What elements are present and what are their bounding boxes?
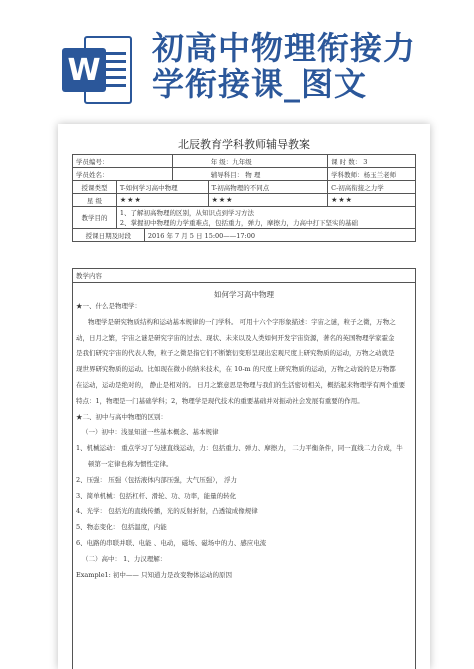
body-line: ★一、什么是物理学： [76, 302, 141, 310]
student-name-cell: 学员姓名： [73, 168, 173, 181]
teaching-goal-line2: 2、掌握初中物理的力学重难点，包括重力，弹力，摩擦力，力高中打下坚实的基础 [119, 219, 359, 227]
body-line: 动，日月之繁，宇宙之谜是研究宇宙的过去、现状、未来以及人类如何开发宇宙资源，著名的英国物理学家霍金 [76, 333, 395, 342]
table-row [73, 155, 416, 168]
star-rating-1: ★★★ [116, 194, 208, 207]
body-line: Example1: 初中—— 只知道力是改变物体运动的原因 [76, 570, 232, 579]
teaching-content-box [72, 268, 416, 669]
table-row [73, 207, 416, 229]
table-row [73, 168, 416, 181]
table-row [73, 181, 416, 194]
lesson-type-label: 授课类型 [73, 181, 117, 194]
teaching-goal-line1: 1、了解初高物理的区别，从知识点到学习方法 [119, 209, 255, 217]
body-line: 现世界研究物质的运动。比如现在微小的纳米技术，在 10-m 的尺度上研究物质的运动，万物之动说的是万物都 [76, 365, 396, 374]
banner-title [152, 30, 462, 102]
body-line: 物理学是研究物质结构和运动基本规律的一门学科。 可用十六个字形象描述：宇宙之谜，粒子之微，万物之 [88, 317, 396, 326]
teaching-content-label: 教学内容 [76, 272, 102, 280]
document-title: 北辰教育学科教师辅导教案 [178, 138, 310, 151]
lesson-title: 如何学习高中物理 [214, 290, 274, 299]
body-line: 是我们研究宇宙的代表人物，粒子之微是指它们不断繁衍变形呈现出宏观尺度上研究物质的运动，万物之动就是 [76, 349, 395, 358]
document-page [58, 124, 430, 669]
student-no-cell: 学员编号： [73, 155, 173, 168]
lesson-type-2: T-初高物理的不同点 [208, 181, 327, 194]
lesson-type-1: T-如何学习高中物理 [116, 181, 208, 194]
sessions-cell: 课 时 数： 3 [328, 155, 416, 168]
star-rating-3: ★★★ [328, 194, 416, 207]
body-line: 在运动，运动是绝对的， 静止是相对的。 日月之繁意思是物理与我们的生活密切相关，概括起来物理学有两个重要 [76, 380, 406, 389]
teaching-goal-value [116, 207, 415, 229]
banner-title-line1: 初高中物理衔接力 [152, 29, 417, 67]
banner-title-line2: 学衔接课_图文 [152, 65, 368, 103]
body-line: 2、压强： 压强（包括液体内部压强，大气压强）， 浮力 [76, 475, 238, 484]
word-logo-icon [62, 36, 132, 104]
banner [0, 0, 474, 112]
body-line: ★二、初中与高中物理的区别： [76, 412, 167, 421]
body-line: 特点：1，物理是一门基础学科；2，物理学是现代技术的重要基础并对振动社会发展有重要的作用。 [76, 396, 364, 405]
lesson-date-label: 授课日期及时段 [73, 229, 145, 242]
table-row [73, 229, 416, 242]
star-rating-2: ★★★ [208, 194, 327, 207]
body-line: （一）初中：浅显知道一些基本概念、基本规律 [82, 428, 219, 437]
body-line: 4、光学： 包括光的直线传播，光的反射折射，凸透镜成像规律 [76, 507, 258, 516]
lesson-body [76, 299, 414, 583]
body-line: 1、机械运动： 重点学习了匀速直线运动，力：包括重力、弹力、摩擦力， 二力平衡条件，同一直线二力合成，牛 [76, 444, 403, 453]
grade-cell: 年 级：九年级 [172, 155, 327, 168]
body-line: 顿第一定律也称为惯性定律。 [88, 459, 173, 468]
teacher-cell: 学科教师：杨玉兰老师 [328, 168, 416, 181]
lesson-type-3: C-初高衔接之力学 [328, 181, 416, 194]
info-table [72, 154, 416, 242]
body-line: （二）高中： 1、力汉理解： [82, 554, 167, 563]
body-line: 5、物态变化： 包括温度，内能 [76, 523, 167, 532]
body-line: 3、简单机械：包括杠杆、滑轮、功、功率，能量的转化 [76, 491, 237, 500]
table-row [73, 194, 416, 207]
body-line: 6、电路的串联并联、电能 、电动， 磁场、磁场中的力、感应电流 [76, 538, 267, 547]
divider [73, 282, 415, 283]
star-level-label: 星 级 [73, 194, 117, 207]
word-letter-tile: W [62, 48, 106, 92]
subject-cell: 辅导科目： 物 理 [172, 168, 327, 181]
lesson-date-value: 2016 年 7 月 5 日 15:00——17:00 [144, 229, 415, 242]
teaching-goal-label: 教学目的 [73, 207, 117, 229]
